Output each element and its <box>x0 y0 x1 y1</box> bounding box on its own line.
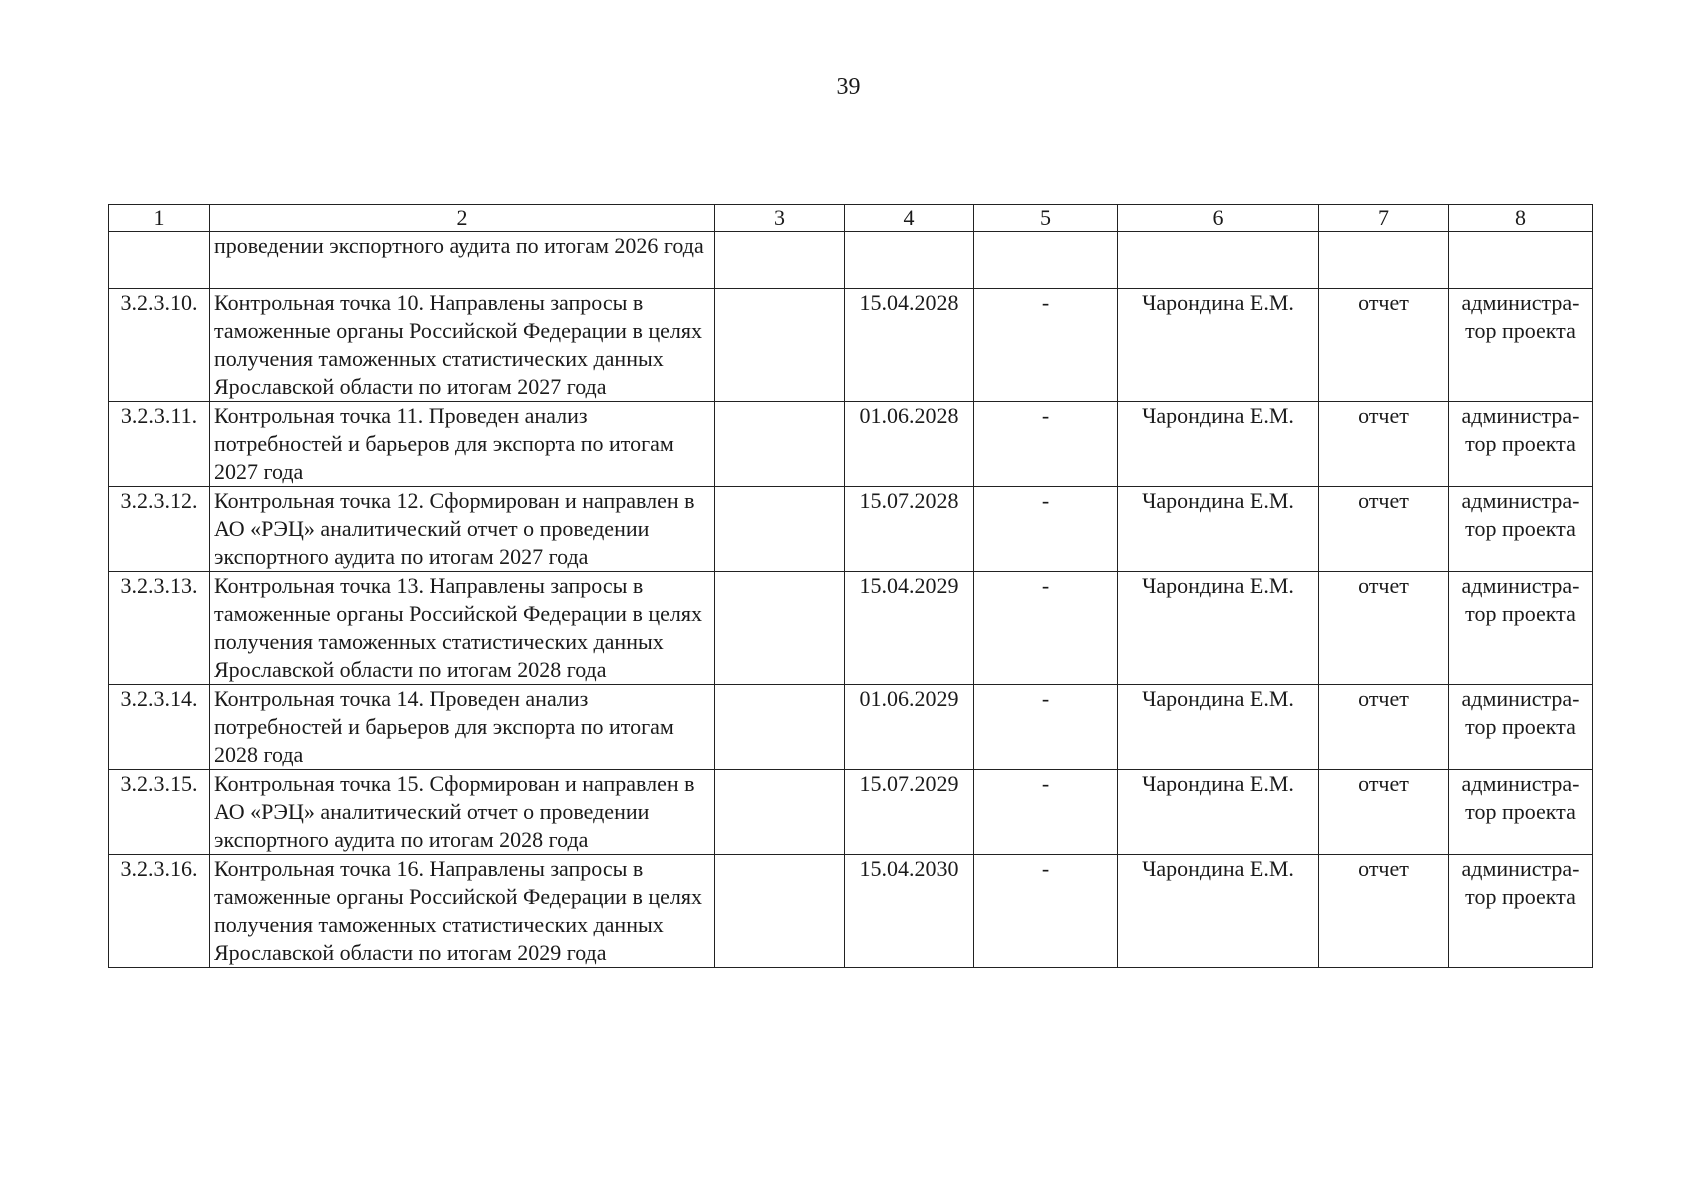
page-number: 39 <box>836 74 861 100</box>
cell-doc: отчет <box>1319 770 1449 855</box>
cell-person: Чарондина Е.М. <box>1118 572 1319 685</box>
cell-doc <box>1319 232 1449 289</box>
cell-date: 01.06.2029 <box>845 685 974 770</box>
table-row <box>109 855 1593 968</box>
cell-doc: отчет <box>1319 487 1449 572</box>
cell-date: 15.04.2028 <box>845 289 974 402</box>
cell-date: 15.07.2029 <box>845 770 974 855</box>
cell-role: администра-тор проекта <box>1449 572 1593 685</box>
cell-person <box>1118 232 1319 289</box>
header-cell: 1 <box>109 205 210 232</box>
cell-role: администра-тор проекта <box>1449 770 1593 855</box>
header-cell: 3 <box>715 205 845 232</box>
cell-col3 <box>715 487 845 572</box>
table-row <box>109 685 1593 770</box>
cell-num: 3.2.3.13. <box>109 572 210 685</box>
cell-doc: отчет <box>1319 685 1449 770</box>
cell-col3 <box>715 402 845 487</box>
cell-person: Чарондина Е.М. <box>1118 487 1319 572</box>
cell-date <box>845 232 974 289</box>
cell-num: 3.2.3.11. <box>109 402 210 487</box>
table-row-continuation <box>109 232 1593 289</box>
cell-num: 3.2.3.14. <box>109 685 210 770</box>
table-row <box>109 572 1593 685</box>
cell-col5 <box>974 232 1118 289</box>
cell-person: Чарондина Е.М. <box>1118 770 1319 855</box>
cell-text: Контрольная точка 10. Направлены запросы в таможенные органы Российской Федерации в целях получения таможенных статистических данных Ярославской области по итогам 2027 года <box>210 289 715 402</box>
cell-col5: - <box>974 770 1118 855</box>
rows-body <box>109 289 1593 968</box>
cell-role <box>1449 232 1593 289</box>
cell-text: Контрольная точка 11. Проведен анализ потребностей и барьеров для экспорта по итогам 2027 года <box>210 402 715 487</box>
cell-role: администра-тор проекта <box>1449 289 1593 402</box>
cell-person: Чарондина Е.М. <box>1118 289 1319 402</box>
cell-date: 01.06.2028 <box>845 402 974 487</box>
cell-col3 <box>715 572 845 685</box>
cell-num: 3.2.3.16. <box>109 855 210 968</box>
cell-role: администра-тор проекта <box>1449 402 1593 487</box>
table-row <box>109 770 1593 855</box>
cell-doc: отчет <box>1319 855 1449 968</box>
cell-date: 15.04.2029 <box>845 572 974 685</box>
cell-col5: - <box>974 572 1118 685</box>
cell-text: Контрольная точка 15. Сформирован и направлен в АО «РЭЦ» аналитический отчет о проведении экспортного аудита по итогам 2028 года <box>210 770 715 855</box>
cell-col3 <box>715 855 845 968</box>
cell-doc: отчет <box>1319 289 1449 402</box>
cell-text: Контрольная точка 12. Сформирован и направлен в АО «РЭЦ» аналитический отчет о проведении экспортного аудита по итогам 2027 года <box>210 487 715 572</box>
cell-col3 <box>715 770 845 855</box>
cell-num: 3.2.3.15. <box>109 770 210 855</box>
cell-num <box>109 232 210 289</box>
cell-date: 15.07.2028 <box>845 487 974 572</box>
cell-col5: - <box>974 289 1118 402</box>
cell-col3 <box>715 685 845 770</box>
cell-num: 3.2.3.10. <box>109 289 210 402</box>
cell-role: администра-тор проекта <box>1449 855 1593 968</box>
cell-text: Контрольная точка 13. Направлены запросы в таможенные органы Российской Федерации в целях получения таможенных статистических данных Ярославской области по итогам 2028 года <box>210 572 715 685</box>
cell-col3 <box>715 289 845 402</box>
milestones-table <box>108 204 1593 968</box>
cell-person: Чарондина Е.М. <box>1118 685 1319 770</box>
cell-role: администра-тор проекта <box>1449 487 1593 572</box>
cell-doc: отчет <box>1319 572 1449 685</box>
cell-text: Контрольная точка 14. Проведен анализ потребностей и барьеров для экспорта по итогам 2028 года <box>210 685 715 770</box>
cell-col5: - <box>974 855 1118 968</box>
table-row <box>109 487 1593 572</box>
cell-text: проведении экспортного аудита по итогам 2026 года <box>210 232 715 289</box>
cell-person: Чарондина Е.М. <box>1118 855 1319 968</box>
cell-col5: - <box>974 402 1118 487</box>
header-cell: 8 <box>1449 205 1593 232</box>
cell-col5: - <box>974 685 1118 770</box>
table-row <box>109 402 1593 487</box>
cell-person: Чарондина Е.М. <box>1118 402 1319 487</box>
cell-col5: - <box>974 487 1118 572</box>
header-cell: 2 <box>210 205 715 232</box>
table-row <box>109 289 1593 402</box>
cell-date: 15.04.2030 <box>845 855 974 968</box>
header-cell: 6 <box>1118 205 1319 232</box>
header-cell: 4 <box>845 205 974 232</box>
header-cell: 7 <box>1319 205 1449 232</box>
cell-num: 3.2.3.12. <box>109 487 210 572</box>
cell-doc: отчет <box>1319 402 1449 487</box>
header-cell: 5 <box>974 205 1118 232</box>
cell-text: Контрольная точка 16. Направлены запросы в таможенные органы Российской Федерации в целях получения таможенных статистических данных Ярославской области по итогам 2029 года <box>210 855 715 968</box>
header-row <box>109 205 1593 232</box>
cell-role: администра-тор проекта <box>1449 685 1593 770</box>
cell-col3 <box>715 232 845 289</box>
